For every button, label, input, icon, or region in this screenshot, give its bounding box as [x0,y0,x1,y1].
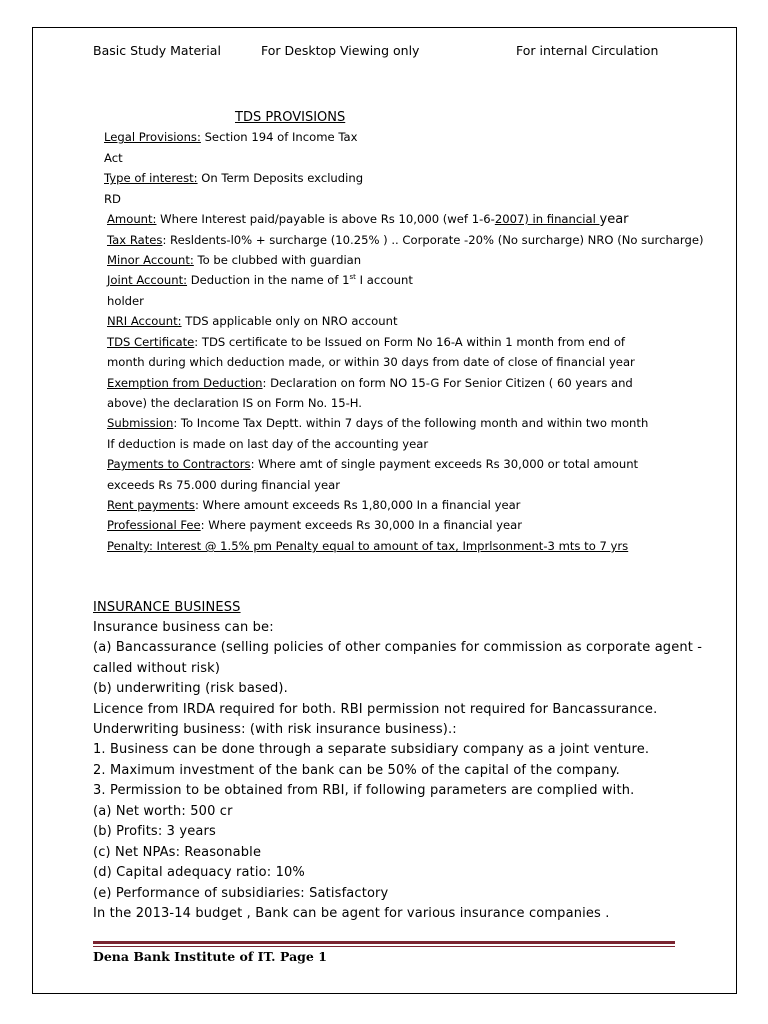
insurance-line: (c) Net NPAs: Reasonable [93,845,262,860]
tds-type [104,171,363,185]
insurance-line: (e) Performance of subsidiaries: Satisfactory [93,886,389,901]
tds-nri [107,314,398,328]
professional-text: : Where payment exceeds Rs 30,000 In a financial year [200,518,523,532]
tds-professional [107,518,522,532]
rates-label: Tax Rates [107,233,163,247]
tds-joint [107,273,413,287]
amount-label: Amount: [107,212,157,226]
nri-label: NRI Account: [107,314,182,328]
tds-rates [107,233,703,247]
tds-amount [107,212,629,227]
tds-contractors-cont: exceeds Rs 75.000 during financial year [107,478,341,492]
minor-label: Minor Account: [107,253,194,267]
tds-cert-cont: month during which deduction made, or within 30 days from date of close of financial year [107,355,635,369]
tds-title: TDS PROVISIONS [235,110,346,125]
insurance-line: (a) Bancassurance (selling policies of other companies for commission as corporate agent - [93,640,703,655]
footer-rule [93,941,675,944]
tds-submission [107,416,648,430]
nri-text: TDS applicable only on NRO account [181,314,398,328]
header-center: For Desktop Viewing only [261,43,420,58]
header-left: Basic Study Material [93,43,221,58]
exempt-label: Exemption from Deduction [107,376,263,390]
insurance-line: Underwriting business: (with risk insurance business).: [93,722,457,737]
insurance-line: Licence from IRDA required for both. RBI permission not required for Bancassurance. [93,702,658,717]
type-text: On Term Deposits excluding [197,171,364,185]
amount-text-b: 2007) in financial [494,212,600,226]
legal-text: Section 194 of Income Tax [200,130,358,144]
amount-text-a: Where Interest paid/payable is above Rs 10,000 (wef 1-6- [156,212,495,226]
amount-year: year [599,212,629,227]
insurance-line: (a) Net worth: 500 cr [93,804,233,819]
professional-label: Professional Fee [107,518,201,532]
cert-text: : TDS certificate to be Issued on Form No 16-A within 1 month from end of [194,335,625,349]
rent-label: Rent payments [107,498,195,512]
insurance-line: 2. Maximum investment of the bank can be 50% of the capital of the company. [93,763,620,778]
submission-label: Submission [107,416,174,430]
insurance-heading: INSURANCE BUSINESS [93,600,241,615]
insurance-line: called without risk) [93,661,221,676]
type-label: Type of interest: [104,171,198,185]
minor-text: To be clubbed with guardian [193,253,362,267]
contractors-label: Payments to Contractors [107,457,251,471]
tds-cert [107,335,625,349]
contractors-text: : Where amt of single payment exceeds Rs 30,000 or total amount [250,457,639,471]
footer-institute: Dena Bank Institute of IT. [93,949,276,964]
footer-page-number: Page 1 [280,949,327,964]
insurance-line: 1. Business can be done through a separate subsidiary company as a joint venture. [93,742,650,757]
rates-text: : Resldents-l0% + surcharge (10.25% ) .. Corporate -20% (No surcharge) NRO (No surcharge) [162,233,704,247]
joint-label: Joint Account: [107,273,188,287]
footer-rule-thin [93,946,675,947]
rent-text: : Where amount exceeds Rs 1,80,000 In a financial year [194,498,521,512]
tds-contractors [107,457,638,471]
tds-joint-cont: holder [107,294,144,308]
header-right: For internal Circulation [516,43,659,58]
tds-submission-cont: If deduction is made on last day of the accounting year [107,437,429,451]
insurance-line: (b) Profits: 3 years [93,824,216,839]
exempt-text: : Declaration on form NO 15-G For Senior Citizen ( 60 years and [262,376,633,390]
submission-text: : To Income Tax Deptt. within 7 days of the following month and within two month [173,416,649,430]
tds-rent [107,498,520,512]
tds-minor [107,253,361,267]
legal-label: Legal Provisions: [104,130,201,144]
joint-sup: st [349,273,356,282]
insurance-line: 3. Permission to be obtained from RBI, if following parameters are complied with. [93,783,635,798]
insurance-line: In the 2013-14 budget , Bank can be agent for various insurance companies . [93,906,610,921]
joint-text-a: Deduction in the name of 1 [187,273,350,287]
tds-exempt [107,376,633,390]
tds-type-cont: RD [104,192,121,206]
tds-legal-cont: Act [104,151,123,165]
insurance-line: (b) underwriting (risk based). [93,681,288,696]
tds-exempt-cont: above) the declaration IS on Form No. 15-H. [107,396,362,410]
joint-text-b: I account [355,273,413,287]
insurance-line: (d) Capital adequacy ratio: 10% [93,865,305,880]
tds-legal [104,130,358,144]
cert-label: TDS Certificate [107,335,195,349]
tds-penalty: Penalty: Interest @ 1.5% pm Penalty equal to amount of tax, Imprlsonment-3 mts to 7 yrs [107,539,629,553]
insurance-line: Insurance business can be: [93,620,274,635]
